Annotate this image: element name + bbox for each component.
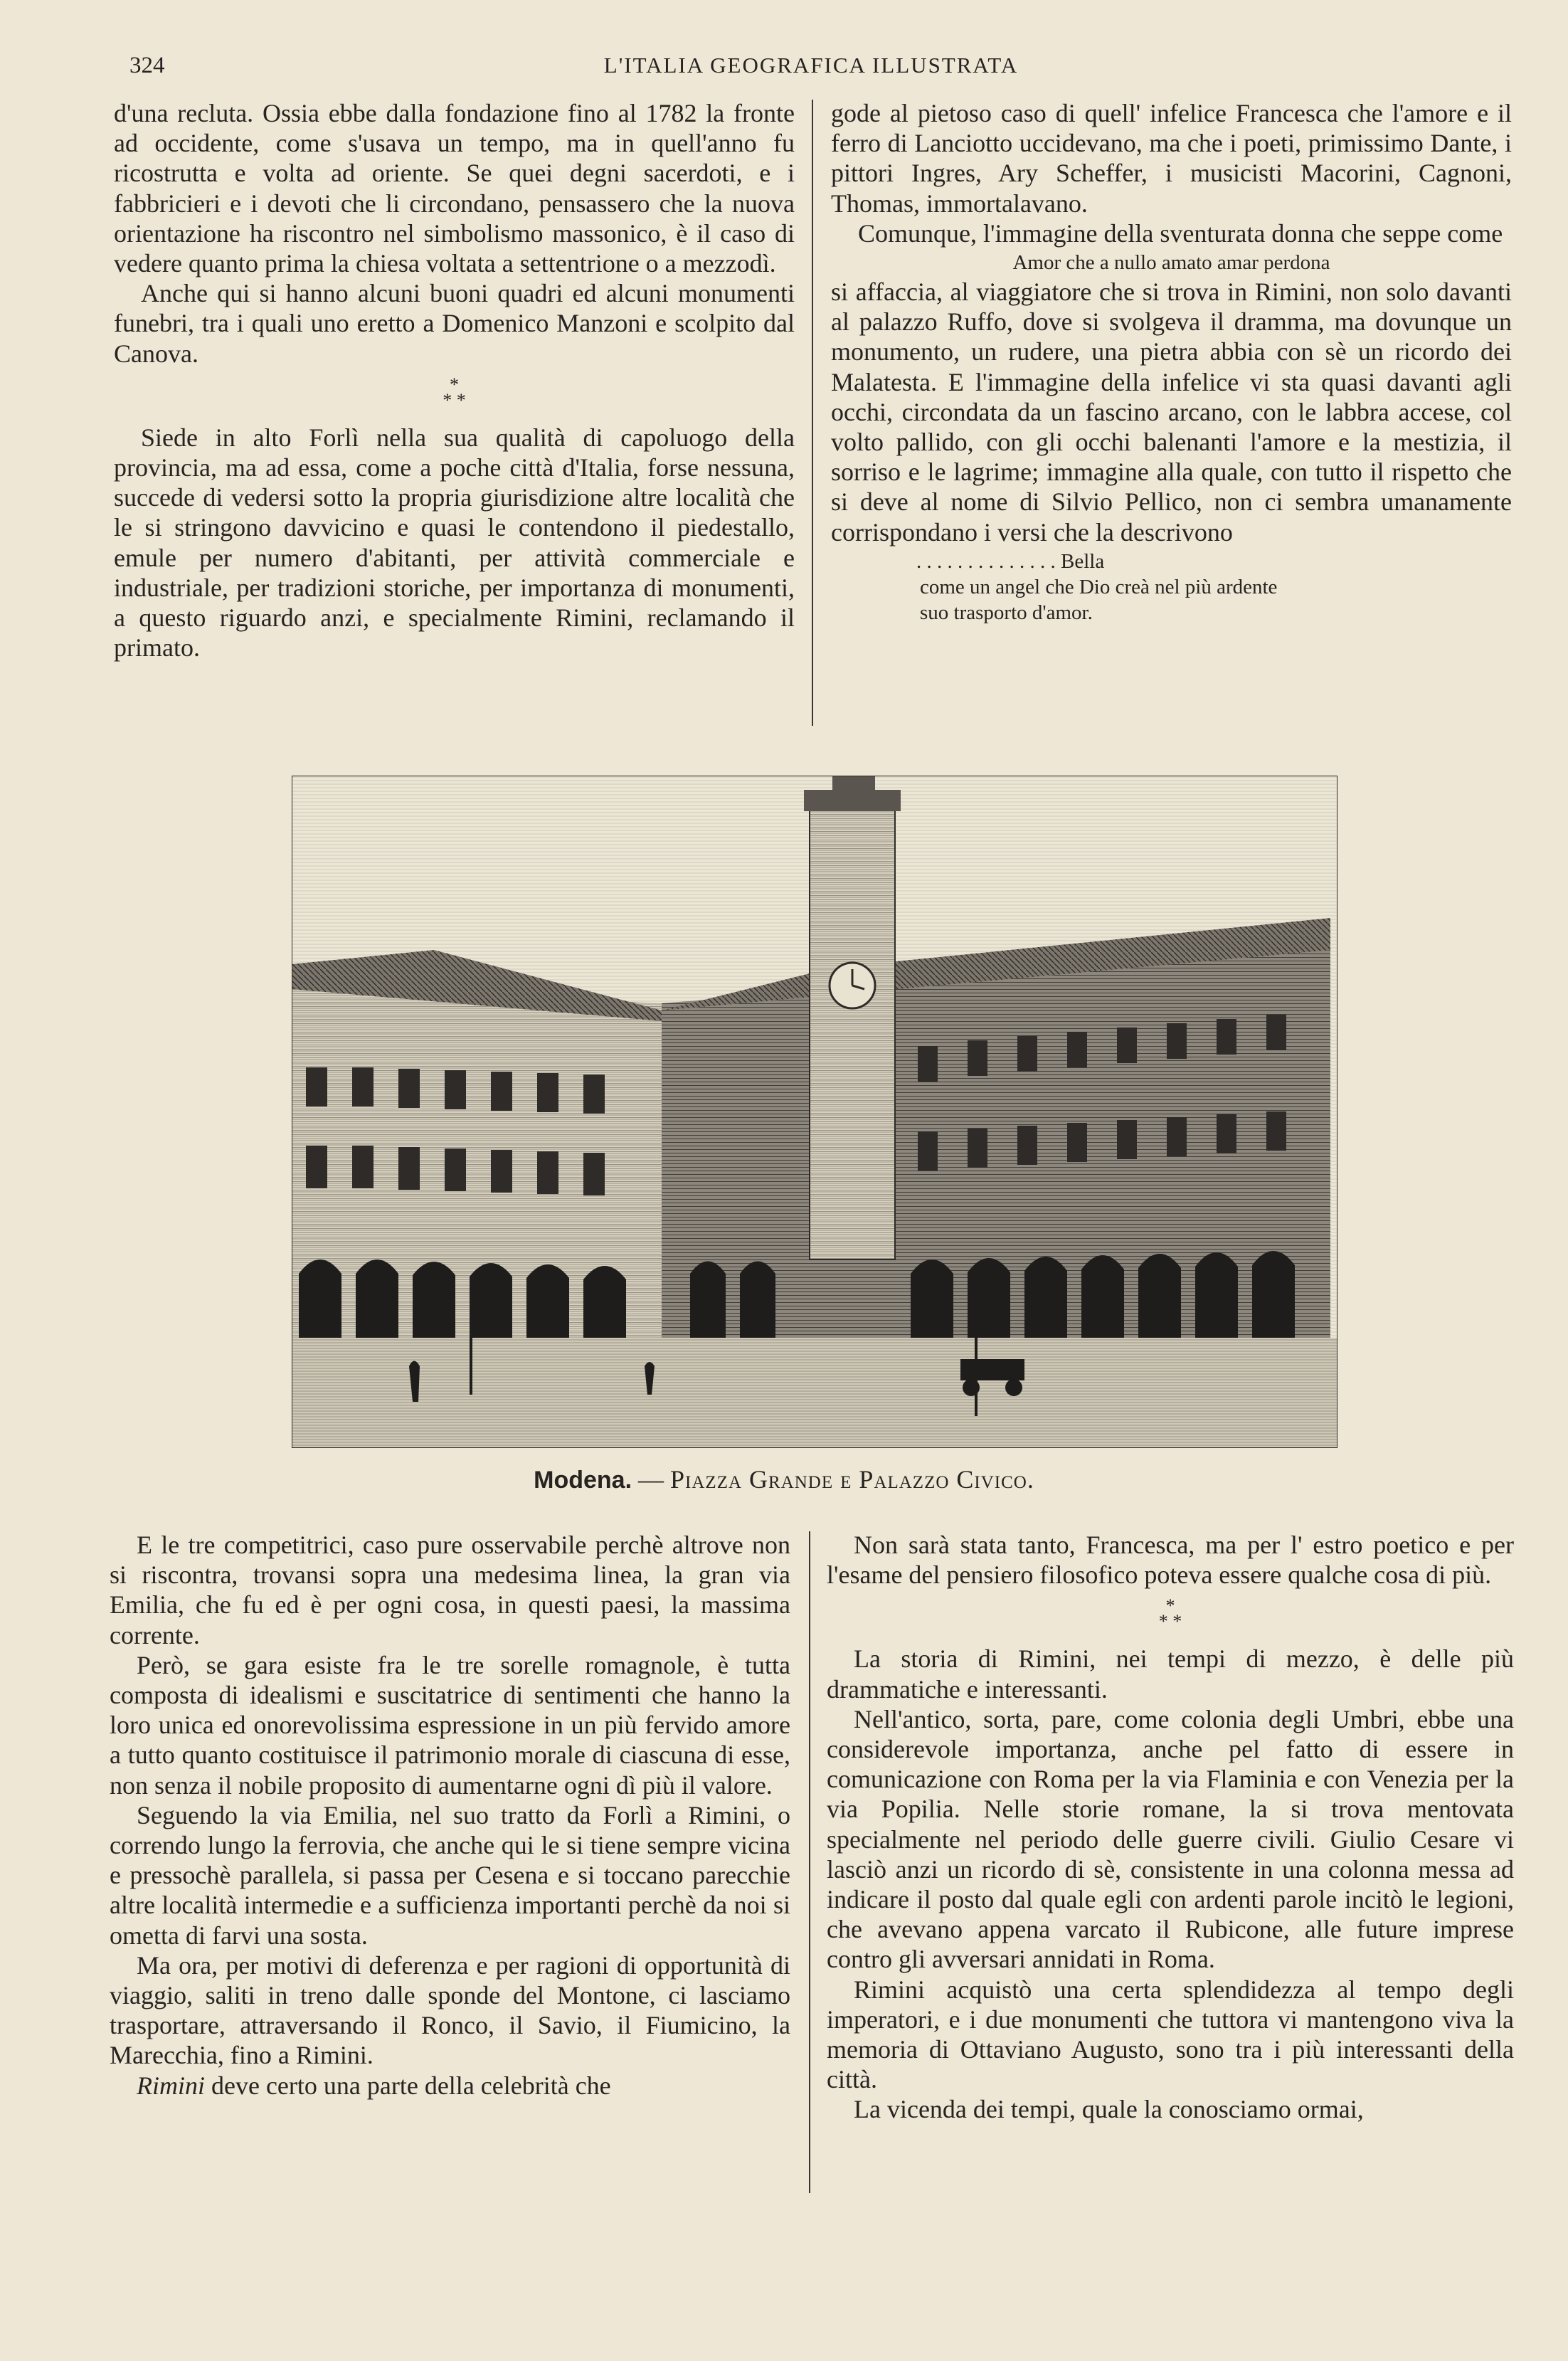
verse-line: come un angel che Dio creà nel più ardente xyxy=(920,575,1278,598)
caption-dash: — xyxy=(632,1465,671,1494)
paragraph xyxy=(110,2071,790,2101)
paragraph-text: deve certo una parte della celebrità che xyxy=(205,2071,611,2100)
column-top-right xyxy=(831,98,1512,627)
section-break-asterisks: * * * xyxy=(443,374,466,411)
page-header xyxy=(114,53,1508,88)
engraving-illustration xyxy=(292,776,1337,1448)
paragraph: Rimini acquistò una certa splendidezza al tempo degli imperatori, e i due monumenti che tuttora vi mantengono viva la memoria di Ottaviano Augusto, sono tra i più interessanti della città. xyxy=(827,1975,1514,2094)
paragraph: Nell'antico, sorta, pare, come colonia degli Umbri, ebbe una considerevole importanza, anche pel fatto di essere in comunicazione con Roma per la via Flaminia e con Venezia per la via Popilia. Nelle storie romane, la si trova mentovata specialmente nel periodo delle guerre civili. Giulio Cesare vi lasciò anzi un ricordo di sè, consistente in una colonna messa ad indicare il posto dal quale egli con ardenti parole incitò le legioni, che avevano appena varcato il Rubicone, alle future imprese contro gli avversari annidati in Roma. xyxy=(827,1704,1514,1974)
paragraph: E le tre competitrici, caso pure osservabile perchè altrove non si riscontra, trovansi sopra una medesima linea, la gran via Emilia, che fu ed è per ogni cosa, in questi paesi, la massima corrente. xyxy=(110,1531,790,1649)
paragraph: Però, se gara esiste fra le tre sorelle romagnole, è tutta composta di idealismi e suscitatrice di sentimenti che hanno la loro unica ed onorevolissima espressione in un più fervido amore a tutto quanto costituisce il patrimonio morale di ciascuna di esse, non senza il nobile proposito di aumentarne ogni dì più il valore. xyxy=(110,1650,790,1800)
paragraph: gode al pietoso caso di quell' infelice Francesca che l'amore e il ferro di Lanciotto uccidevano, ma che i poeti, primissimo Dante, i pittori Ingres, Ary Scheffer, i musicisti Macorini, Cagnoni, Thomas, immortalavano. xyxy=(831,99,1512,218)
caption-city: Modena. xyxy=(534,1467,632,1494)
paragraph: si affaccia, al viaggiatore che si trova in Rimini, non solo davanti al palazzo Ruffo, dove si svolgeva il dramma, ma dovunque un monumento, un rudere, una pietra abbia con sè un ricordo dei Malatesta. E l'immagine della infelice vi sta quasi davanti agli occhi, circondata da un fascino arcano, con le labbra accese, col volto pallido, con gli occhi balenanti l'amore e la mestizia, il sorriso e le lagrime; immagine alla quale, con tutto il rispetto che si deve al nome di Silvio Pellico, non ci sembra umanamente corrispondano i versi che la descrivono xyxy=(831,278,1512,546)
paragraph: Comunque, l'immagine della sventurata donna che seppe come xyxy=(858,218,1503,248)
verse-line: suo trasporto d'amor. xyxy=(920,601,1093,624)
column-bottom-left xyxy=(110,1530,790,2101)
caption-place: Piazza Grande e Palazzo Civico. xyxy=(670,1465,1034,1494)
verse-line: . . . . . . . . . . . . . . Bella xyxy=(916,549,1105,573)
figure-caption xyxy=(0,1464,1568,1494)
paragraph: Non sarà stata tanto, Francesca, ma per l' estro poetico e per l'esame del pensiero filosofico poteva essere qualche cosa di più. xyxy=(827,1531,1514,1590)
paragraph: Siede in alto Forlì nella sua qualità di capoluogo della provincia, ma ad essa, come a poche città d'Italia, forse nessuna, succede di vedersi sotto la propria giurisdizione altre località che le si stringono davvicino e quasi le contendono il piedestallo, emule per numero d'abitanti, per attività commerciale e industriale, per tradizioni storiche, per importanza di monumenti, a questo riguardo anzi, e specialmente Rimini, reclamando il primato. xyxy=(114,423,795,662)
running-title: L'ITALIA GEOGRAFICA ILLUSTRATA xyxy=(603,53,1019,78)
paragraph: Ma ora, per motivi di deferenza e per ragioni di opportunità di viaggio, saliti in treno dalle sponde del Montone, ci lasciamo trasportare, attraversando il Ronco, il Savio, il Fiumicino, la Marecchia, fino a Rimini. xyxy=(110,1950,790,2070)
verse-quote: Amor che a nullo amato amar perdona xyxy=(1012,251,1330,275)
paragraph: Anche qui si hanno alcuni buoni quadri ed alcuni monumenti funebri, tra i quali uno eretto a Domenico Manzoni e scolpito dal Canova. xyxy=(114,279,795,368)
column-top-left xyxy=(114,98,795,662)
page-number: 324 xyxy=(129,53,165,78)
paragraph: d'una recluta. Ossia ebbe dalla fondazione fino al 1782 la fronte ad occidente, come s'usava un tempo, ma in quell'anno fu ricostrutta e volta ad oriente. Se quei degni sacerdoti, e i fabbricieri e i devoti che li circondano, pensassero che la nuova orientazione ha riscontro nel simbolismo massonico, è il caso di vedere quanto prima la chiesa voltata a settentrione o a mezzodì. xyxy=(114,99,795,278)
column-rule-bottom xyxy=(809,1531,810,2193)
paragraph: La storia di Rimini, nei tempi di mezzo, è delle più drammatiche e interessanti. xyxy=(827,1644,1514,1704)
italic-term: Rimini xyxy=(137,2071,205,2100)
verse-quote xyxy=(831,549,1512,625)
paragraph: La vicenda dei tempi, quale la conosciamo ormai, xyxy=(854,2095,1364,2124)
section-break-asterisks: * * * xyxy=(1158,1595,1182,1632)
paragraph: Seguendo la via Emilia, nel suo tratto da Forlì a Rimini, o correndo lungo la ferrovia, che anche qui le si tiene sempre vicina e pressochè parallela, si passa per Cesena e si toccano parecchie altre località intermedie e a sufficienza importanti perchè da noi si ometta di farvi una sosta. xyxy=(110,1800,790,1950)
column-rule-top xyxy=(812,100,813,726)
column-bottom-right xyxy=(827,1530,1514,2125)
